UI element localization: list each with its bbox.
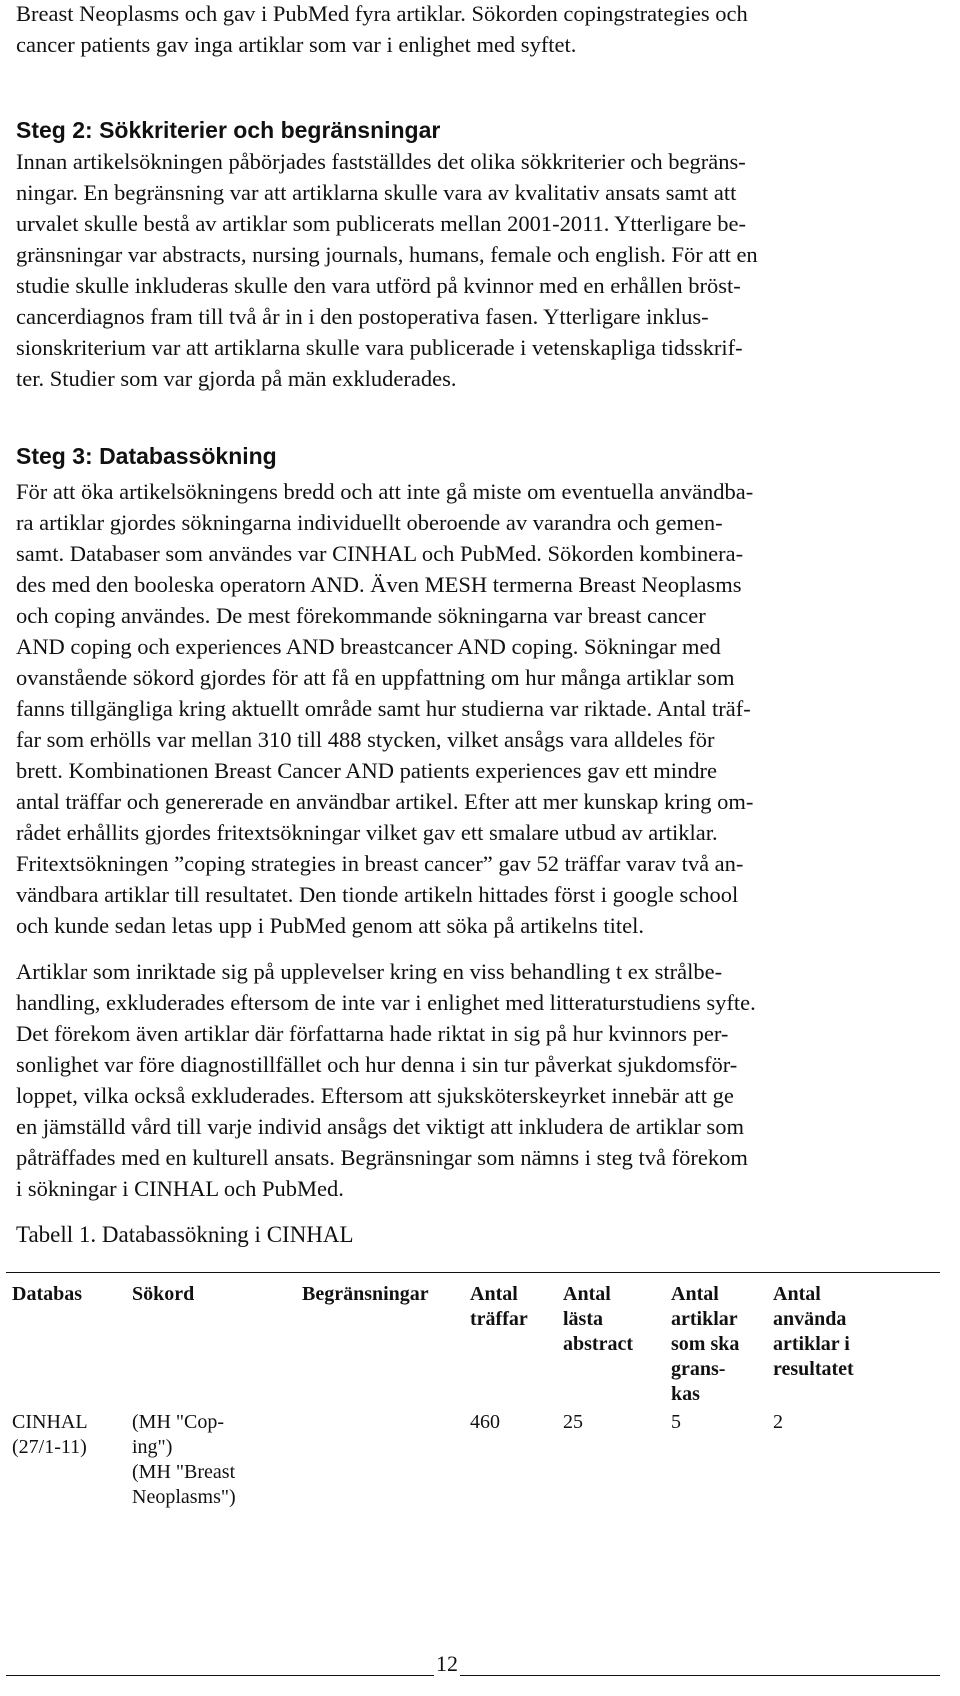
text-line: sonlighet var före diagnostillfället och hur denna i sin tur påverkat sjukdomsför- [16, 1052, 738, 1077]
text-line: ing") [132, 1436, 173, 1458]
text-line: Antal [563, 1283, 611, 1305]
text-line: (MH "Cop- [132, 1411, 225, 1433]
header-antal-artiklar-granskas [671, 1282, 739, 1407]
text-line: träffar [470, 1308, 528, 1330]
table-top-rule [6, 1272, 940, 1273]
text-line: ningar. En begränsning var att artiklarna skulle vara av kvalitativ ansats samt att [16, 180, 737, 205]
steg3-paragraph [16, 476, 753, 941]
text-line: kas [671, 1383, 700, 1405]
table-caption: Tabell 1. Databassökning i CINHAL [16, 1222, 354, 1247]
text-line: antal träffar och genererade en användbar artikel. Efter att mer kunskap kring om- [16, 789, 754, 814]
intro-paragraph [16, 0, 748, 60]
text-line: grans- [671, 1358, 726, 1380]
text-line: en jämställd vård till varje individ ansågs det viktigt att inkludera de artiklar som [16, 1114, 744, 1139]
text-line: (MH "Breast [132, 1461, 236, 1483]
text-line: Innan artikelsökningen påbörjades fastställdes det olika sökkriterier och begräns- [16, 149, 746, 174]
header-antal-traffar [470, 1282, 528, 1332]
text-line: handling, exkluderades eftersom de inte var i enlighet med litteraturstudiens syfte. [16, 990, 756, 1015]
cell-antal-traffar [470, 1410, 500, 1435]
text-line: abstract [563, 1333, 633, 1355]
cell-antal-lasta-abstract [563, 1410, 583, 1435]
search-table [6, 1272, 940, 1684]
header-antal-lasta-abstract [563, 1282, 633, 1357]
text-line: Det förekom även artiklar där författarna hade riktat in sig på hur kvinnors per- [16, 1021, 729, 1046]
text-line: Artiklar som inriktade sig på upplevelser kring en viss behandling t ex strålbe- [16, 959, 723, 984]
text-line: rådet erhållits gjordes fritextsökningar vilket gav ett smalare utbud av artiklar. [16, 820, 718, 845]
text-line: använda [773, 1308, 847, 1330]
text-line: (27/1-11) [12, 1436, 87, 1458]
text-line: Antal [470, 1283, 518, 1305]
steg2-paragraph [16, 146, 758, 394]
text-line: ter. Studier som var gjorda på män exkluderades. [16, 366, 457, 391]
text-line: i sökningar i CINHAL och PubMed. [16, 1176, 344, 1201]
text-line: ovanstående sökord gjordes för att få en uppfattning om hur många artiklar som [16, 665, 735, 690]
text-line: sionskriterium var att artiklarna skulle vara publicerade i vetenskapliga tidsskrif- [16, 335, 743, 360]
text-line: cancer patients gav inga artiklar som var i enlighet med syftet. [16, 32, 577, 57]
page-number: 12 [436, 1651, 458, 1676]
text-line: Fritextsökningen ”coping strategies in breast cancer” gav 52 träffar varav två an- [16, 851, 744, 876]
exclusion-paragraph [16, 956, 756, 1204]
text-line: påträffades med en kulturell ansats. Begränsningar som nämns i steg två förekom [16, 1145, 748, 1170]
text-line: samt. Databaser som användes var CINHAL och PubMed. Sökorden kombinera- [16, 541, 744, 566]
text-line: och kunde sedan letas upp i PubMed genom att söka på artikelns titel. [16, 913, 644, 938]
text-line: des med den booleska operatorn AND. Även MESH termerna Breast Neoplasms [16, 572, 742, 597]
text-line: och coping användes. De mest förekommande sökningarna var breast cancer [16, 603, 706, 628]
steg2-heading: Steg 2: Sökkriterier och begränsningar [16, 117, 441, 143]
cell-sokord [132, 1410, 236, 1510]
cell-databas [12, 1410, 88, 1460]
text-line: AND coping och experiences AND breastcancer AND coping. Sökningar med [16, 634, 721, 659]
text-line: Begränsningar [302, 1283, 429, 1305]
cell-antal-granskas [671, 1410, 681, 1435]
header-sokord [132, 1282, 194, 1307]
steg3-heading: Steg 3: Databassökning [16, 443, 277, 469]
text-line: urvalet skulle bestå av artiklar som publicerats mellan 2001-2011. Ytterligare be- [16, 211, 746, 236]
text-line: Neoplasms") [132, 1486, 236, 1508]
text-line: 460 [470, 1411, 500, 1433]
text-line: artiklar [671, 1308, 738, 1330]
text-line: ra artiklar gjordes sökningarna individuellt oberoende av varandra och gemen- [16, 510, 723, 535]
text-line: resultatet [773, 1358, 854, 1380]
text-line: Antal [773, 1283, 821, 1305]
text-line: som ska [671, 1333, 740, 1355]
text-line: loppet, vilka också exkluderades. Eftersom att sjuksköterskeyrket innebär att ge [16, 1083, 734, 1108]
text-line: gränsningar var abstracts, nursing journals, humans, female och english. För att en [16, 242, 758, 267]
text-line: lästa [563, 1308, 603, 1330]
cell-antal-anvanda [773, 1410, 783, 1435]
header-antal-anvanda-artiklar [773, 1282, 854, 1382]
header-begransningar [302, 1282, 429, 1307]
text-line: Breast Neoplasms och gav i PubMed fyra artiklar. Sökorden copingstrategies och [16, 1, 748, 26]
text-line: fanns tillgängliga kring aktuellt område samt hur studierna var riktade. Antal träf- [16, 696, 751, 721]
text-line: artiklar i [773, 1333, 850, 1355]
text-line: Databas [12, 1283, 83, 1305]
text-line: cancerdiagnos fram till två år in i den postoperativa fasen. Ytterligare inklus- [16, 304, 709, 329]
text-line: Sökord [132, 1283, 195, 1305]
text-line: brett. Kombinationen Breast Cancer AND patients experiences gav ett mindre [16, 758, 718, 783]
text-line: Antal [671, 1283, 719, 1305]
text-line: 5 [671, 1411, 681, 1433]
text-line: studie skulle inkluderas skulle den vara utförd på kvinnor med en erhållen bröst- [16, 273, 741, 298]
text-line: För att öka artikelsökningens bredd och att inte gå miste om eventuella användba- [16, 479, 754, 504]
text-line: 25 [563, 1411, 583, 1433]
table-bottom-rule [6, 1675, 940, 1676]
text-line: CINHAL [12, 1411, 88, 1433]
text-line: 2 [773, 1411, 783, 1433]
header-databas [12, 1282, 82, 1307]
text-line: far som erhölls var mellan 310 till 488 stycken, vilket ansågs vara alldeles för [16, 727, 715, 752]
text-line: vändbara artiklar till resultatet. Den tionde artikeln hittades först i google school [16, 882, 739, 907]
